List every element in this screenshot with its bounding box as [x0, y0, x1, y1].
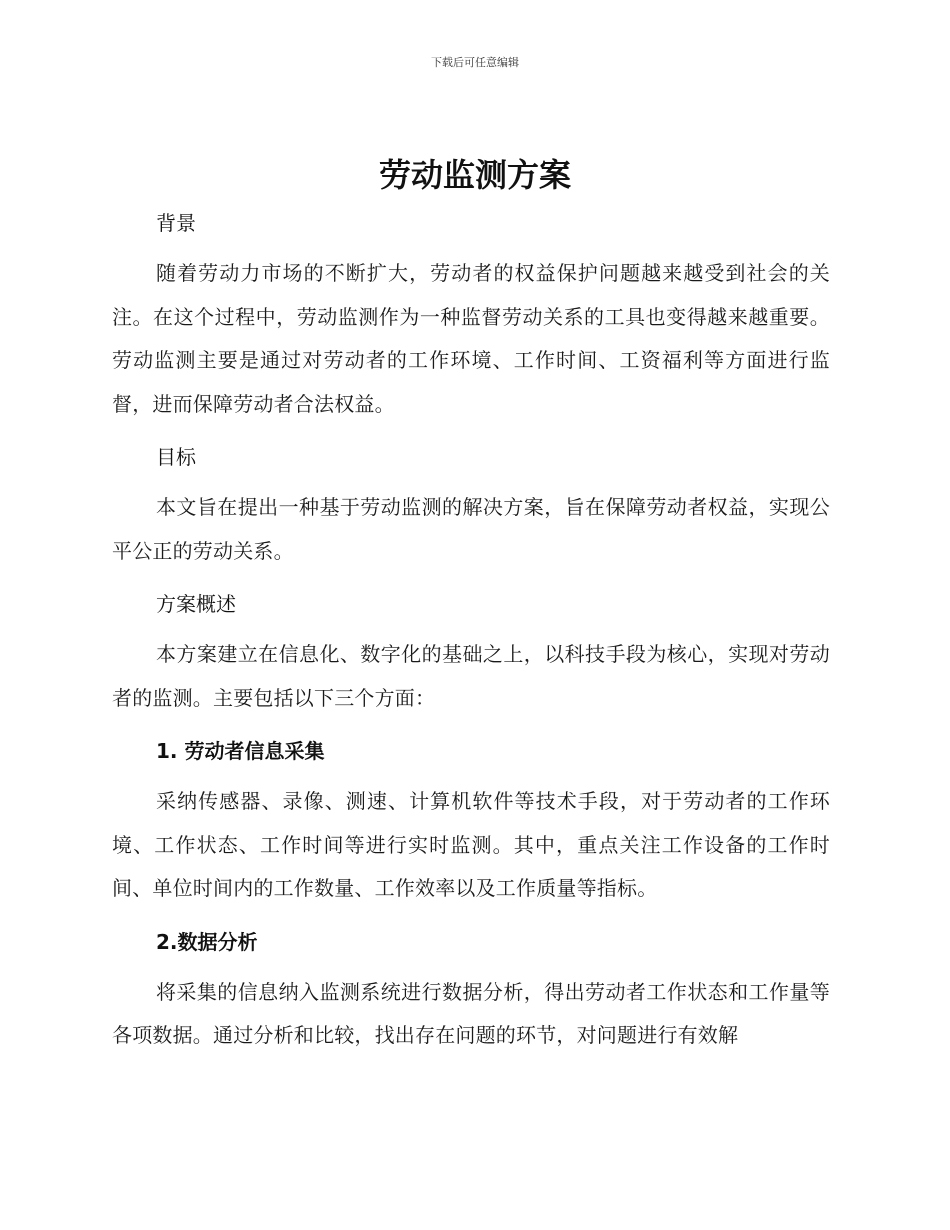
section-paragraph: 本文旨在提出一种基于劳动监测的解决方案，旨在保障劳动者权益，实现公平公正的劳动关系。 — [112, 495, 830, 563]
section-data-analysis — [112, 919, 830, 1058]
document-body — [112, 200, 830, 1066]
section-heading: 1. 劳动者信息采集 — [156, 739, 325, 763]
section-paragraph: 采纳传感器、录像、测速、计算机软件等技术手段，对于劳动者的工作环境、工作状态、工作时间等进行实时监测。其中，重点关注工作设备的工作时间、单位时间内的工作数量、工作效率以及工作质量等指标。 — [112, 789, 830, 900]
section-overview — [112, 581, 830, 720]
section-paragraph: 随着劳动力市场的不断扩大，劳动者的权益保护问题越来越受到社会的关注。在这个过程中，劳动监测作为一种监督劳动关系的工具也变得越来越重要。劳动监测主要是通过对劳动者的工作环境、工作时间、工资福利等方面进行监督，进而保障劳动者合法权益。 — [112, 261, 830, 416]
section-heading: 2.数据分析 — [156, 929, 258, 954]
section-heading: 目标 — [156, 445, 196, 469]
section-paragraph: 本方案建立在信息化、数字化的基础之上，以科技手段为核心，实现对劳动者的监测。主要包括以下三个方面： — [112, 642, 830, 710]
section-heading: 背景 — [156, 211, 196, 235]
section-heading: 方案概述 — [156, 592, 236, 616]
section-paragraph: 将采集的信息纳入监测系统进行数据分析，得出劳动者工作状态和工作量等各项数据。通过分析和比较，找出存在问题的环节，对问题进行有效解 — [112, 979, 830, 1047]
document-title: 劳动监测方案 — [378, 156, 571, 194]
section-goal — [112, 434, 830, 573]
section-background — [112, 200, 830, 426]
section-info-collection — [112, 728, 830, 911]
header-note: 下载后可任意编辑 — [431, 56, 519, 69]
